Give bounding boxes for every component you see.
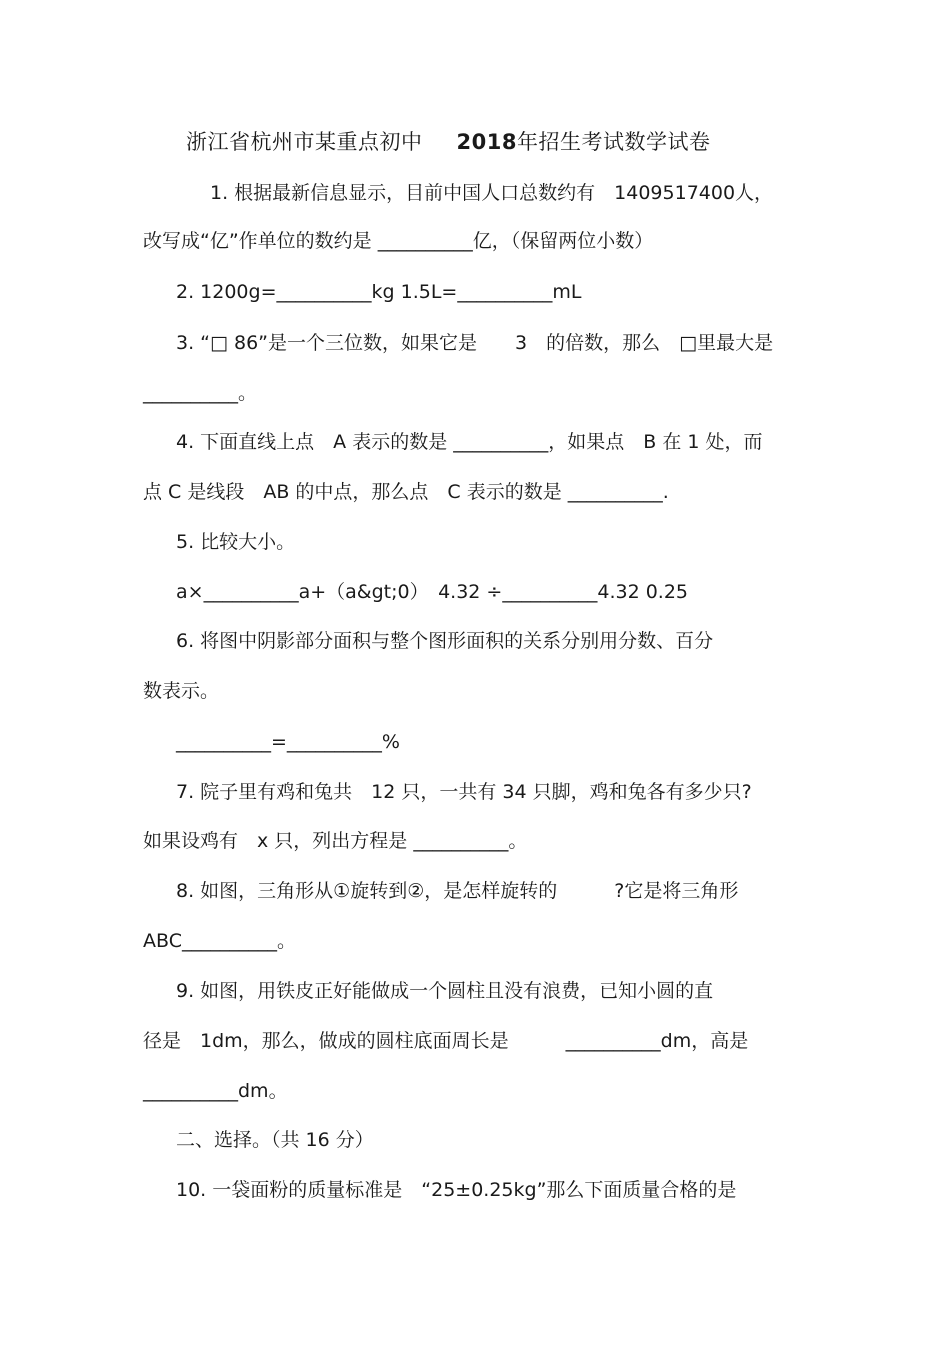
q1-line2: 改写成“亿”作单位的数约是 __________亿，（保留两位小数）: [143, 230, 654, 252]
q2-line: 2. 1200g=__________kg 1.5L=__________mL: [176, 281, 582, 303]
q6-line2: 数表示。: [143, 680, 220, 702]
q3-line1: 3. “□ 86”是一个三位数，如果它是 3 的倍数，那么 □里最大是: [176, 332, 774, 354]
title-suffix: 年招生考试数学试卷: [516, 130, 711, 154]
title-year: 2018: [456, 130, 517, 154]
q6-line3: __________=__________%: [176, 731, 400, 753]
q8-line1: 8. 如图，三角形从①旋转到②，是怎样旋转的 ?它是将三角形: [176, 880, 739, 902]
title-prefix: 浙江省杭州市某重点初中: [186, 130, 423, 154]
q3-line2: __________。: [143, 382, 258, 404]
q5-line2: a×__________a+（a&gt;0） 4.32 ÷__________4.32 0.25: [176, 581, 688, 603]
q7-line2: 如果设鸡有 x 只，列出方程是 __________。: [143, 830, 528, 852]
q9-line3: __________dm。: [143, 1080, 288, 1102]
section-heading: 二、选择。（共 16 分）: [176, 1129, 374, 1151]
q10-line1: 10. 一袋面粉的质量标准是 “25±0.25kg”那么下面质量合格的是: [176, 1179, 737, 1201]
q9-line2: 径是 1dm，那么，做成的圆柱底面周长是 __________dm，高是: [143, 1030, 749, 1052]
q8-line2: ABC__________。: [143, 930, 296, 952]
q7-line1: 7. 院子里有鸡和兔共 12 只，一共有 34 只脚，鸡和兔各有多少只?: [176, 781, 752, 803]
q9-line1: 9. 如图，用铁皮正好能做成一个圆柱且没有浪费，已知小圆的直: [176, 980, 714, 1002]
q4-line1: 4. 下面直线上点 A 表示的数是 __________，如果点 B 在 1 处，而: [176, 431, 763, 453]
q1-line1: 1. 根据最新信息显示，目前中国人口总数约有 1409517400人，: [210, 182, 774, 204]
q6-line1: 6. 将图中阴影部分面积与整个图形面积的关系分别用分数、百分: [176, 630, 714, 652]
q4-line2: 点 C 是线段 AB 的中点，那么点 C 表示的数是 __________.: [143, 481, 669, 503]
page-title: [186, 126, 710, 156]
q5-line1: 5. 比较大小。: [176, 531, 296, 553]
